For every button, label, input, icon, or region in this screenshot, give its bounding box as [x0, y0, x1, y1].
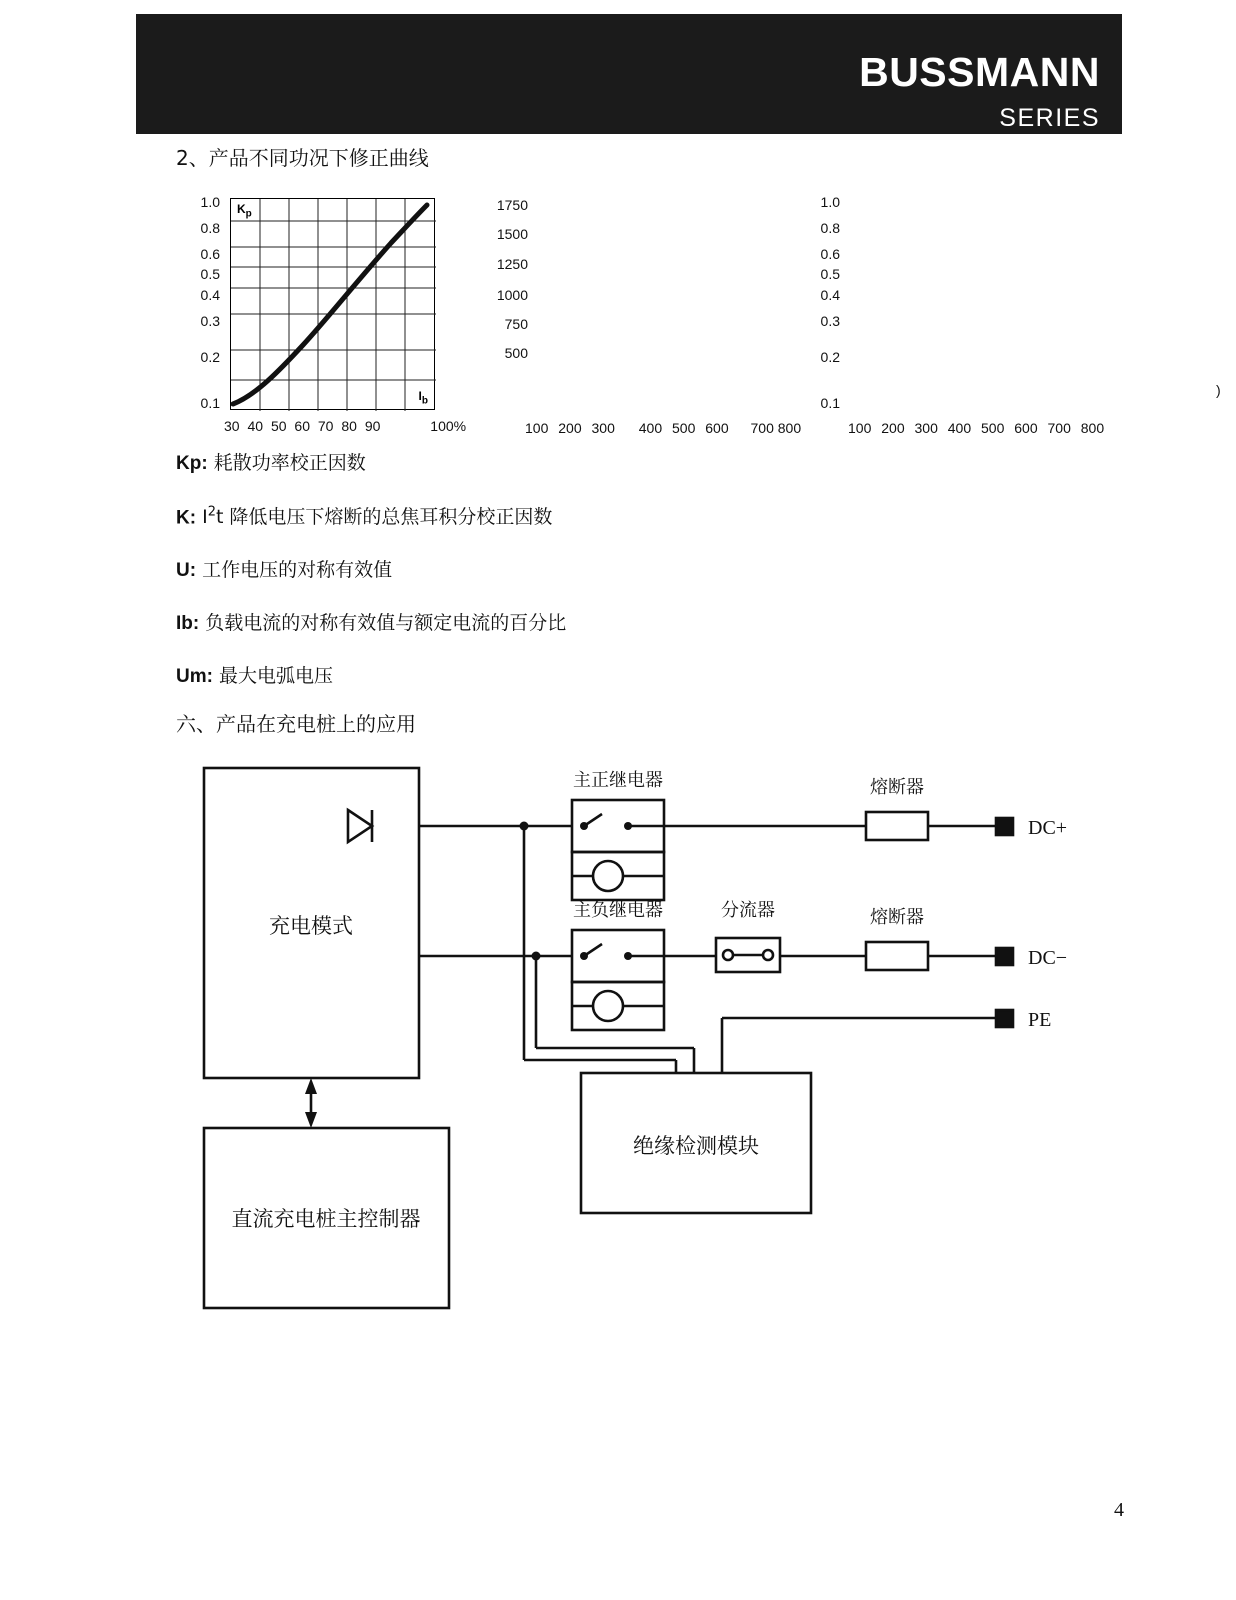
chart-um-xtick-3: 400 [638, 420, 663, 436]
chart-k-ytick-4: 0.4 [820, 287, 840, 303]
fuse-top-box [866, 812, 928, 840]
definition-ib-desc: 负载电流的对称有效值与额定电流的百分比 [205, 611, 567, 634]
chart-k-xtick-5: 600 [1014, 420, 1038, 436]
definition-ib-term: Ib: [176, 612, 200, 634]
circuit-svg [176, 748, 1106, 1338]
chart-kp-xtick-2: 50 [270, 418, 287, 434]
terminal-dc-plus-square [996, 818, 1013, 835]
chart-kp-xtick-1: 40 [247, 418, 264, 434]
terminal-pe-square [996, 1010, 1013, 1027]
fuse-top-label: 熔断器 [870, 777, 924, 798]
chart-kp-xtick-4: 70 [317, 418, 334, 434]
page-number: 4 [1114, 1499, 1124, 1521]
shunt-label: 分流器 [721, 900, 775, 921]
chart-k-xtick-0: 100 [848, 420, 872, 436]
chart-um-ytick-3: 1000 [496, 287, 528, 303]
chart-k-ytick-6: 0.2 [820, 349, 840, 365]
chart-um-xtick-6: 700 [750, 420, 774, 436]
chart-um-xtick-0: 100 [525, 420, 549, 436]
chart-kp-xtick-3: 60 [294, 418, 310, 434]
definition-um-term: Um: [176, 665, 213, 687]
chart-kp-series-label: $K_p$ [237, 202, 252, 220]
terminal-dc-minus-label: DC− [1028, 947, 1068, 969]
chart-um-ytick-2: 1250 [496, 256, 528, 272]
definition-kp-desc: 耗散功率校正因数 [213, 452, 366, 474]
definition-um [176, 665, 1076, 689]
chart-um-ytick-4: 750 [504, 316, 528, 332]
fuse-bottom-box [866, 942, 928, 970]
section-heading-curves: 2、产品不同功况下修正曲线 [176, 146, 429, 170]
definition-k-desc: $I^2t$ 降低电压下熔断的总焦耳积分校正因数 [202, 504, 553, 529]
chart-k-xtick-6: 700 [1047, 420, 1071, 436]
chart-k-ytick-3: 0.5 [820, 266, 840, 282]
chart-um-xtick-4: 500 [672, 420, 696, 436]
chart-kp-xaxis-label: $I_b$ [418, 388, 428, 406]
relay-negative-label: 主负继电器 [573, 900, 663, 921]
chart-kp-xticks [224, 418, 466, 434]
main-controller-label: 直流充电桩主控制器 [231, 1207, 421, 1231]
chart-um-ytick-0: 1750 [496, 197, 528, 213]
chart-kp-ytick-3: 0.5 [200, 266, 220, 282]
chart-k-ytick-5: 0.3 [820, 313, 840, 329]
definition-k-term: K: [176, 507, 197, 529]
chart-k-ytick-2: 0.6 [820, 246, 840, 262]
terminal-dc-minus-square [996, 948, 1013, 965]
chart-um-xtick-5: 600 [705, 420, 729, 436]
chart-kp-ytick-4: 0.4 [200, 287, 220, 303]
chart-kp-xtick-0: 30 [224, 418, 240, 434]
chart-kp-xtick-6: 90 [364, 418, 381, 434]
chart-um-xticks [525, 420, 801, 436]
section-heading-application: 六、产品在充电桩上的应用 [176, 712, 416, 736]
chart-kp-ytick-6: 0.2 [200, 349, 220, 365]
chart-um-xtick-1: 200 [558, 420, 582, 436]
chart-kp-svg [231, 199, 436, 411]
chart-kp-plot-area [230, 198, 435, 410]
relay-positive-label: 主正继电器 [573, 770, 663, 791]
definition-u-desc: 工作电压的对称有效值 [202, 558, 393, 581]
chart-kp-xtick-5: 80 [341, 418, 357, 434]
terminal-pe-label: PE [1028, 1009, 1052, 1031]
definition-u [176, 559, 1076, 583]
charging-mode-label: 充电模式 [269, 914, 353, 938]
chart-k-corner-mark: ) [1216, 382, 1221, 398]
header-band [136, 14, 1122, 134]
definition-kp-term: Kp: [176, 453, 208, 474]
chart-k-xtick-2: 300 [914, 420, 938, 436]
definition-kp [176, 452, 1076, 476]
definition-u-term: U: [176, 559, 197, 581]
terminal-dc-plus-label: DC+ [1028, 817, 1068, 839]
brand-series-label: SERIES [999, 104, 1100, 132]
chart-k-xtick-7: 800 [1080, 420, 1105, 436]
chart-kp-xtick-7: 100% [430, 418, 467, 434]
chart-k-xtick-1: 200 [881, 420, 905, 436]
charging-pile-circuit-diagram [176, 748, 1106, 1338]
chart-kp-ytick-5: 0.3 [200, 313, 220, 329]
chart-k-xtick-4: 500 [981, 420, 1005, 436]
chart-kp-ytick-7: 0.1 [200, 395, 220, 411]
chart-um-xtick-7: 800 [777, 420, 802, 436]
chart-um-xtick-2: 300 [591, 420, 615, 436]
chart-um-ytick-1: 1500 [496, 226, 528, 242]
chart-k-xtick-3: 400 [947, 420, 972, 436]
definition-um-desc: 最大电弧电压 [219, 664, 334, 687]
fuse-bottom-label: 熔断器 [870, 907, 924, 928]
chart-kp-ytick-1: 0.8 [200, 220, 220, 236]
chart-k-ytick-0: 1.0 [820, 194, 840, 210]
chart-kp-ytick-0: 1.0 [200, 194, 220, 210]
definition-k [176, 505, 1076, 530]
correction-curves-figure [176, 186, 1221, 436]
chart-k-xticks [848, 420, 1104, 436]
chart-k-ytick-1: 0.8 [820, 220, 840, 236]
definition-ib [176, 612, 1076, 636]
symbol-definitions [176, 452, 1076, 717]
brand-title: BUSSMANN [859, 49, 1100, 95]
chart-k-ytick-7: 0.1 [820, 395, 840, 411]
chart-kp-ytick-2: 0.6 [200, 246, 220, 262]
chart-um-ytick-5: 500 [504, 345, 528, 361]
insulation-module-label: 绝缘检测模块 [633, 1134, 759, 1158]
